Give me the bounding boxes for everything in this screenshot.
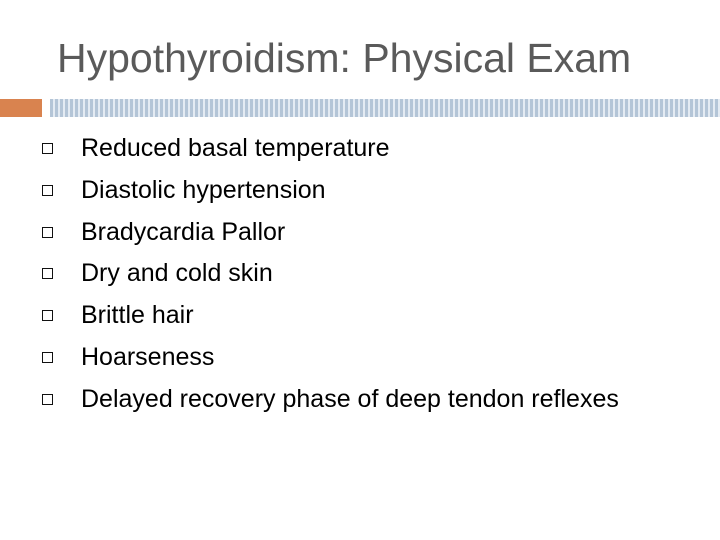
bullet-list [0, 132, 720, 425]
title-striped-rule [50, 99, 720, 117]
list-item [0, 341, 621, 374]
list-item [0, 174, 621, 207]
bullet-text: Diastolic hypertension [81, 175, 326, 204]
slide-title: Hypothyroidism: Physical Exam [57, 35, 632, 81]
hollow-square-icon [42, 227, 53, 238]
list-item [0, 383, 621, 416]
bullet-text: Bradycardia Pallor [81, 217, 286, 246]
hollow-square-icon [42, 352, 53, 363]
list-item [0, 216, 621, 249]
list-item [0, 299, 621, 332]
bullet-text: Dry and cold skin [81, 259, 273, 288]
bullet-text: Brittle hair [81, 301, 194, 330]
title-accent-bar [0, 99, 42, 117]
hollow-square-icon [42, 185, 53, 196]
hollow-square-icon [42, 310, 53, 321]
hollow-square-icon [42, 143, 53, 154]
hollow-square-icon [42, 268, 53, 279]
list-item [0, 257, 621, 290]
bullet-text: Reduced basal temperature [81, 134, 390, 162]
bullet-text: Hoarseness [81, 342, 215, 371]
list-item [0, 132, 621, 165]
hollow-square-icon [42, 394, 53, 405]
bullet-text: Delayed recovery phase of deep tendon reflexes [81, 384, 619, 413]
